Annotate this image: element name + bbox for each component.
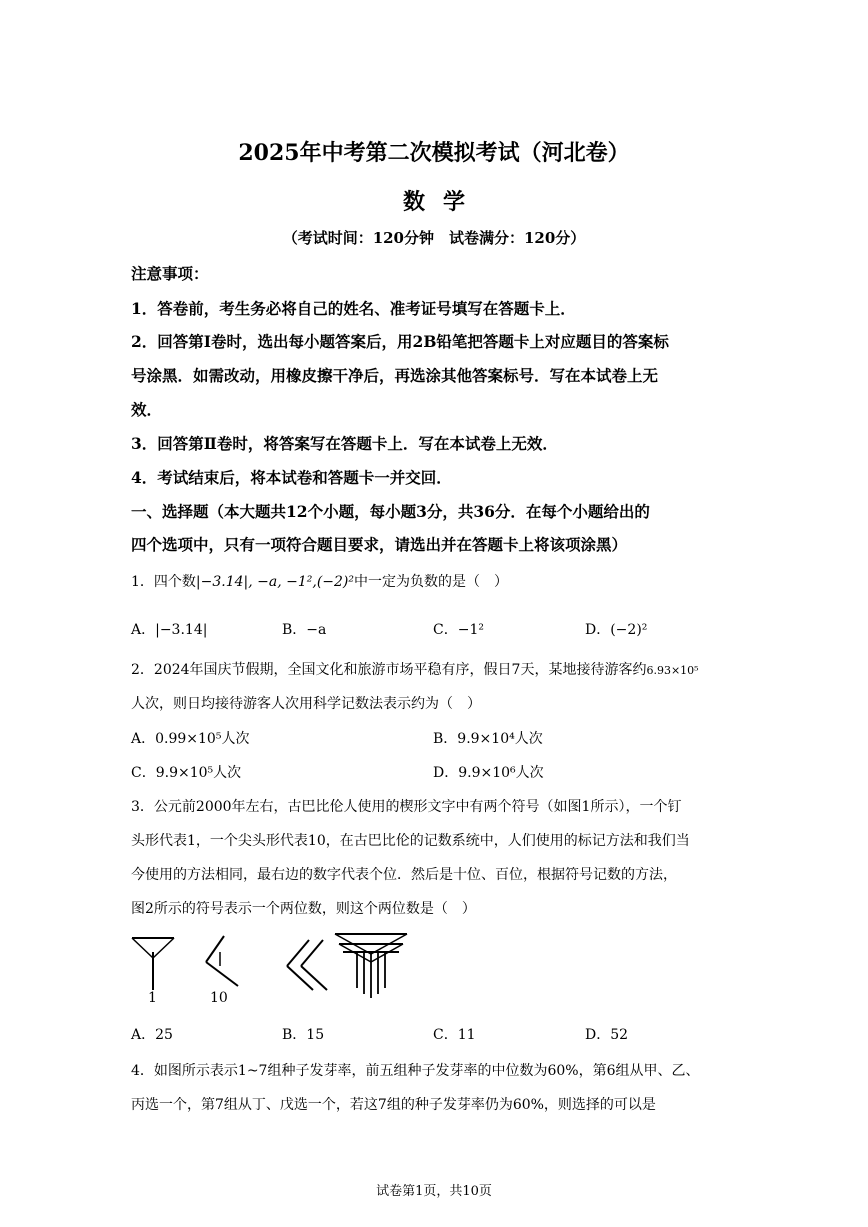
subject-title: 数学 [402,189,483,215]
option-c[interactable]: C．11 [433,1027,476,1043]
question-1-math: |−3.14|, −a, −1²,(−2)² [195,574,355,590]
option-a[interactable]: A．0.99×10⁵人次 [131,731,250,747]
option-c[interactable]: C．9.9×10⁵人次 [131,765,242,781]
question-1-stem [131,571,508,591]
option-d[interactable]: D．52 [585,1027,629,1043]
option-d[interactable]: D．9.9×10⁶人次 [433,765,544,781]
option-c[interactable]: C．−1² [433,622,484,638]
note-item: 3．回答第Ⅱ卷时，将答案写在答题卡上．写在本试卷上无效． [131,434,558,453]
option-b[interactable]: B．9.9×10⁴人次 [433,731,543,747]
exam-info: （考试时间：120分钟 试卷满分：120分） [282,229,586,247]
page-footer: 试卷第1页，共10页 [376,1184,492,1199]
question-2-stem-text: 2．2024年国庆节假期，全国文化和旅游市场平稳有序，假日7天，某地接待游客约 [131,662,647,678]
note-item: 1．答卷前，考生务必将自己的姓名、准考证号填写在答题卡上． [131,299,576,318]
figure-label-10: 10 [210,990,228,1006]
wedge-symbol-figure [198,932,248,992]
two-digit-symbol-figure [283,932,413,1000]
question-3-stem: 今使用的方法相同，最右边的数字代表个位．然后是十位、百位，根据符号记数的方法， [131,867,677,883]
question-3-stem: 3．公元前2000年左右，古巴比伦人使用的楔形文字中有两个符号（如图1所示），一个钉 [131,799,682,815]
notes-heading: 注意事项： [131,264,209,283]
option-b[interactable]: B．15 [282,1027,325,1043]
question-3-stem: 图2所示的符号表示一个两位数，则这个两位数是（ ） [131,901,476,917]
question-1-stem-pre: 1．四个数 [131,574,196,590]
note-item: 效． [131,400,163,419]
note-item: 2．回答第Ⅰ卷时，选出每小题答案后，用2B铅笔把答题卡上对应题目的答案标 [131,332,669,351]
option-d[interactable]: D．(−2)² [585,622,648,638]
exam-title: 2025年中考第二次模拟考试（河北卷） [238,140,630,166]
nail-symbol-figure [128,934,180,994]
question-4-stem: 丙选一个，第7组从丁、戊选一个，若这7组的种子发芽率仍为60%，则选择的可以是 [131,1097,656,1113]
question-3-stem: 头形代表1，一个尖头形代表10，在古巴比伦的记数系统中，人们使用的标记方法和我们当 [131,833,690,849]
note-item: 号涂黑．如需改动，用橡皮擦干净后，再选涂其他答案标号．写在本试卷上无 [131,366,659,385]
question-2-number: 6.93×10⁵ [646,664,699,677]
option-a[interactable]: A．|−3.14| [131,622,208,638]
option-b[interactable]: B．−a [282,622,327,638]
section-heading: 四个选项中，只有一项符合题目要求，请选出并在答题卡上将该项涂黑） [131,535,628,554]
question-2-stem [131,659,699,679]
option-a[interactable]: A．25 [131,1027,173,1043]
question-1-stem-post: 中一定为负数的是（ ） [354,574,509,590]
section-heading: 一、选择题（本大题共12个小题，每小题3分，共36分．在每个小题给出的 [131,502,650,521]
question-4-stem: 4．如图所示表示1~7组种子发芽率，前五组种子发芽率的中位数为60%，第6组从甲、乙、 [131,1063,700,1079]
note-item: 4．考试结束后，将本试卷和答题卡一并交回． [131,468,452,487]
question-2-stem-line2: 人次，则日均接待游客人次用科学记数法表示约为（ ） [131,696,481,712]
figure-label-1: 1 [148,990,157,1006]
